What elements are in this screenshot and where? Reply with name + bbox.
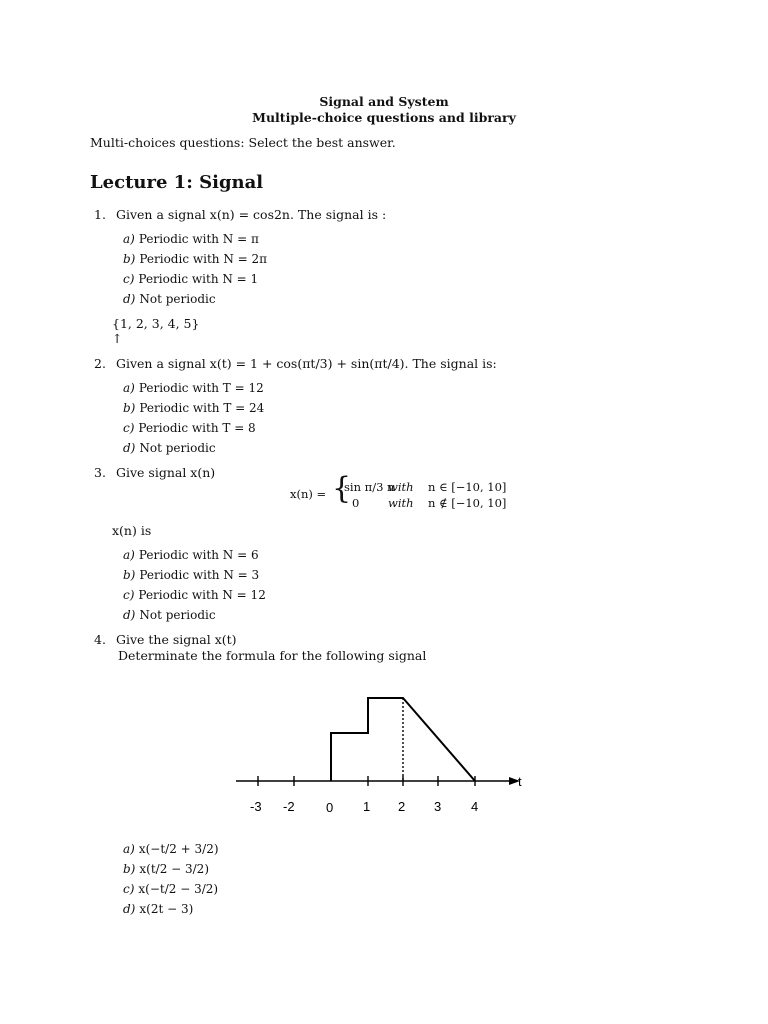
option-text: Not periodic — [139, 441, 216, 455]
option-label: c) — [123, 272, 135, 286]
option-text: Periodic with N = π — [138, 232, 259, 246]
option-label: d) — [123, 441, 136, 455]
row-condition: n ∉ [−10, 10] — [428, 496, 507, 510]
lecture-heading: Lecture 1: Signal — [90, 172, 264, 193]
option-text: x(−t/2 + 3/2) — [138, 842, 219, 856]
q3-option-d[interactable] — [123, 608, 216, 622]
question-number: 4. — [94, 632, 106, 647]
option-text: x(−t/2 − 3/2) — [138, 882, 219, 896]
option-label: d) — [123, 902, 136, 916]
q4-option-c[interactable] — [123, 882, 218, 896]
option-label: b) — [123, 862, 136, 876]
q4-option-b[interactable] — [123, 862, 209, 876]
option-label: b) — [123, 568, 136, 582]
q1-note-set: {1, 2, 3, 4, 5} — [112, 316, 200, 331]
question-number: 2. — [94, 356, 106, 371]
question-text: Given a signal x(t) = 1 + cos(πt/3) + sin(πt/4). The signal is: — [115, 356, 497, 371]
option-text: Periodic with T = 12 — [138, 381, 264, 395]
tick-label: 1 — [363, 799, 371, 814]
option-label: d) — [123, 608, 136, 622]
tick-label: 0 — [326, 800, 334, 815]
q2-option-c[interactable] — [123, 421, 256, 435]
question-number: 1. — [94, 207, 106, 222]
question-3 — [94, 465, 215, 480]
option-label: a) — [123, 548, 135, 562]
question-1 — [94, 207, 386, 222]
q1-option-b[interactable] — [123, 252, 267, 266]
option-label: a) — [123, 381, 135, 395]
option-label: a) — [123, 842, 135, 856]
q4-option-d[interactable] — [123, 902, 193, 916]
q1-option-a[interactable] — [123, 232, 259, 246]
q1-note-arrow: ↑ — [112, 331, 123, 346]
brace-symbol: { — [332, 471, 352, 506]
option-label: d) — [123, 292, 136, 306]
question-text: Given a signal x(n) = cos2n. The signal is : — [115, 207, 387, 222]
tick-label: -2 — [283, 799, 295, 814]
option-label: c) — [123, 588, 135, 602]
question-4 — [94, 632, 237, 647]
row-expression: 0 — [352, 496, 360, 510]
option-text: Periodic with T = 24 — [139, 401, 265, 415]
q4-subtext: Determinate the formula for the following signal — [118, 648, 427, 663]
signal-graph — [230, 680, 550, 820]
q2-option-d[interactable] — [123, 441, 216, 455]
axis-label-t: t — [518, 774, 522, 789]
tick-label: 2 — [398, 799, 406, 814]
row-condition: n ∈ [−10, 10] — [428, 480, 507, 494]
tick-label: 3 — [434, 799, 442, 814]
document-subtitle: Multiple-choice questions and library — [252, 110, 516, 125]
option-text: Periodic with T = 8 — [138, 421, 256, 435]
q1-option-c[interactable] — [123, 272, 258, 286]
formula-row-2 — [344, 496, 506, 510]
option-label: b) — [123, 401, 136, 415]
option-text: Periodic with N = 2π — [139, 252, 268, 266]
tick-label: -3 — [250, 799, 262, 814]
intro-text: Multi-choices questions: Select the best answer. — [90, 135, 396, 150]
q3-option-c[interactable] — [123, 588, 266, 602]
row-with: with — [388, 480, 414, 494]
q3-option-b[interactable] — [123, 568, 259, 582]
formula-lhs: x(n) = — [290, 487, 327, 501]
option-label: c) — [123, 421, 135, 435]
q3-is-text: x(n) is — [112, 523, 152, 538]
row-expression: sin π/3 n — [344, 480, 395, 494]
q3-option-a[interactable] — [123, 548, 259, 562]
option-text: x(t/2 − 3/2) — [139, 862, 210, 876]
formula-row-1 — [344, 480, 506, 494]
q2-option-b[interactable] — [123, 401, 264, 415]
tick-label: 4 — [471, 799, 479, 814]
question-2 — [94, 356, 497, 371]
option-label: b) — [123, 252, 136, 266]
option-text: Periodic with N = 3 — [139, 568, 260, 582]
q1-option-d[interactable] — [123, 292, 216, 306]
option-text: Periodic with N = 1 — [138, 272, 259, 286]
option-text: Periodic with N = 12 — [138, 588, 266, 602]
question-number: 3. — [94, 465, 106, 480]
q4-option-a[interactable] — [123, 842, 219, 856]
option-text: Not periodic — [139, 292, 216, 306]
option-label: c) — [123, 882, 135, 896]
question-text: Give signal x(n) — [115, 465, 216, 480]
option-text: x(2t − 3) — [139, 902, 194, 916]
question-text: Give the signal x(t) — [115, 632, 237, 647]
document-title: Signal and System — [319, 94, 449, 109]
q2-option-a[interactable] — [123, 381, 264, 395]
row-with: with — [388, 496, 414, 510]
option-text: Periodic with N = 6 — [138, 548, 259, 562]
option-label: a) — [123, 232, 135, 246]
option-text: Not periodic — [139, 608, 216, 622]
